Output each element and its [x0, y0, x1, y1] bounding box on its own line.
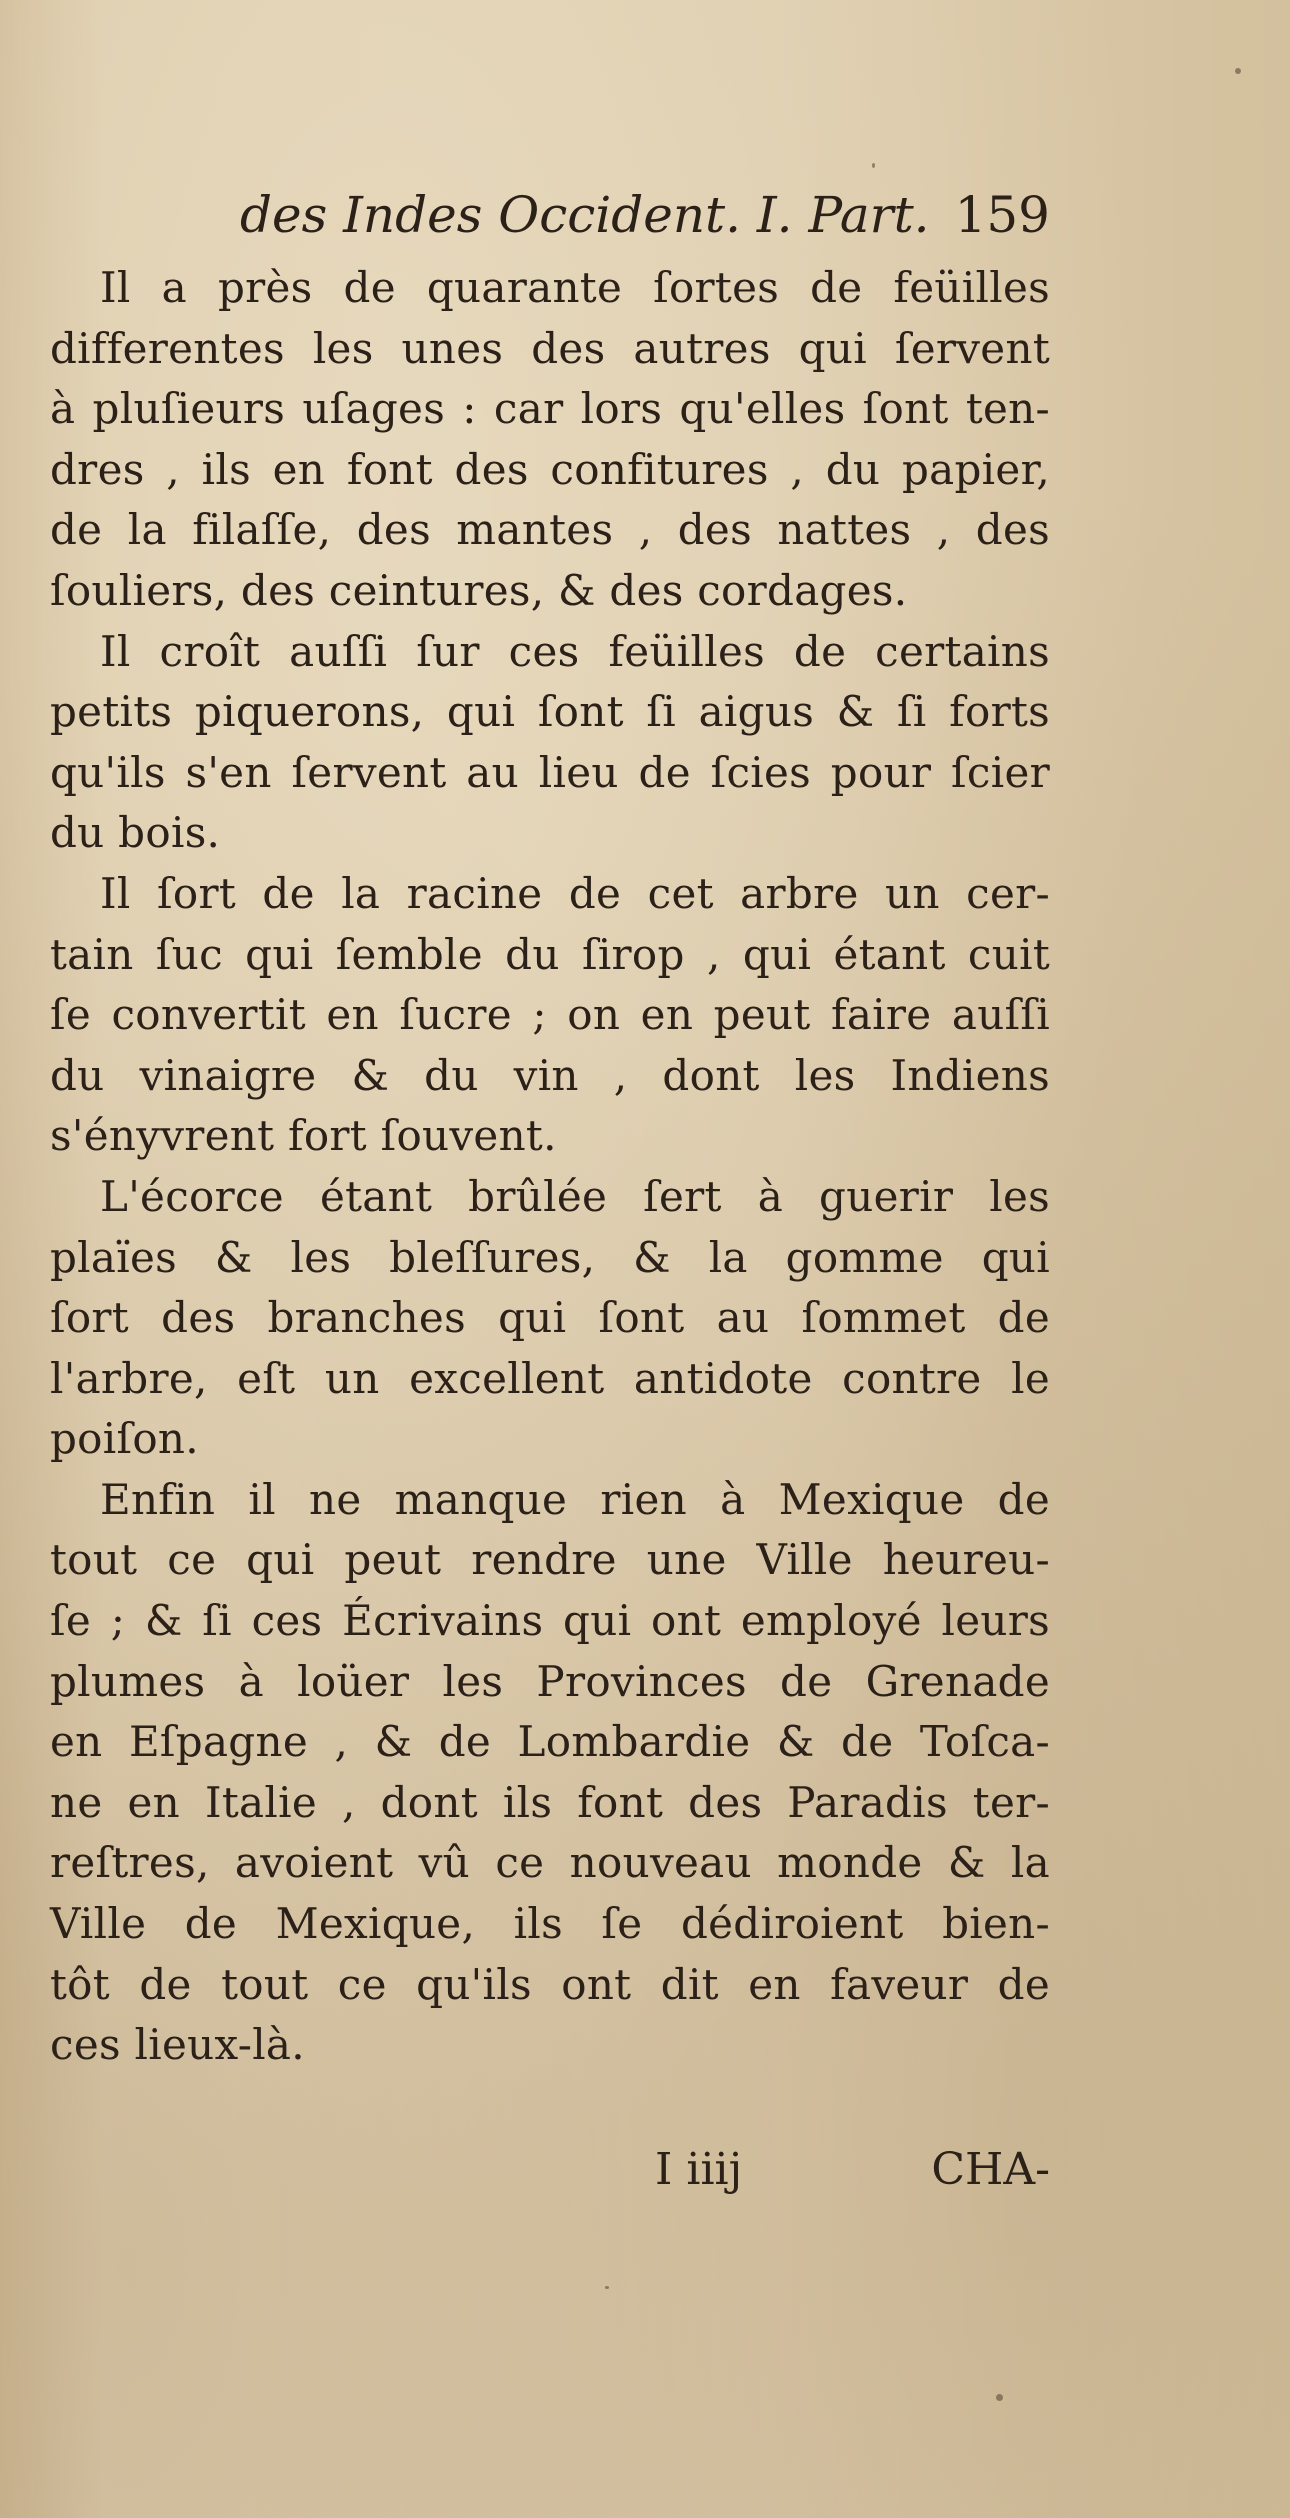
- text-line: l'arbre, eſt un excellent antidote contre le: [50, 1353, 1050, 1403]
- text-line: differentes les unes des autres qui ſervent: [50, 323, 1050, 373]
- text-line: Ville de Mexique, ils ſe dédiroient bien-: [50, 1899, 1050, 1949]
- text-line: plumes à loüer les Provinces de Grenade: [50, 1656, 1050, 1706]
- text-line: ſe convertit en ſucre ; on en peut faire auſſi: [50, 990, 1050, 1040]
- text-line: de la filaſſe, des mantes , des nattes , des: [50, 505, 1050, 555]
- paper-speck: [996, 2394, 1003, 2401]
- body-text: [50, 258, 1050, 2076]
- text-line: s'ényvrent fort ſouvent.: [50, 1111, 557, 1161]
- paragraph: [50, 1470, 1050, 2076]
- text-line: reſtres, avoient vû ce nouveau monde & la: [50, 1838, 1050, 1888]
- text-line: Il croît auſſi ſur ces feüilles de certains: [100, 626, 1050, 676]
- text-line: Enfin il ne manque rien à Mexique de: [100, 1474, 1050, 1524]
- paper-speck: [605, 2286, 609, 2289]
- paper-speck: [1235, 68, 1241, 74]
- text-line: en Eſpagne , & de Lombardie & de Toſca-: [50, 1717, 1050, 1767]
- text-line: ſouliers, des ceintures, & des cordages.: [50, 565, 908, 615]
- text-line: ne en Italie , dont ils font des Paradis ter-: [50, 1777, 1050, 1827]
- text-line: poiſon.: [50, 1414, 199, 1464]
- paragraph: [50, 258, 1050, 622]
- text-line: tain ſuc qui ſemble du ſirop , qui étant cuit: [50, 929, 1050, 979]
- text-line: Il a près de quarante ſortes de feüilles: [100, 263, 1050, 312]
- text-line: ſort des branches qui ſont au ſommet de: [50, 1293, 1050, 1343]
- text-line: qu'ils s'en ſervent au lieu de ſcies pour ſcier: [50, 747, 1050, 797]
- text-line: plaïes & les bleſſures, & la gomme qui: [50, 1232, 1050, 1282]
- text-line: tôt de tout ce qu'ils ont dit en faveur de: [50, 1959, 1050, 2009]
- paper-speck: [872, 163, 875, 168]
- paragraph: [50, 622, 1050, 864]
- paragraph: [50, 864, 1050, 1167]
- text-line: ſe ; & ſi ces Écrivains qui ont employé leurs: [50, 1596, 1050, 1646]
- paragraph: [50, 1167, 1050, 1470]
- running-head-title: des Indes Occident. I. Part.: [240, 186, 930, 244]
- running-head: [240, 180, 1050, 250]
- text-line: du bois.: [50, 808, 221, 858]
- text-line: petits piquerons, qui ſont ſi aigus & ſi forts: [50, 687, 1050, 737]
- text-line: à pluſieurs uſages : car lors qu'elles ſont ten-: [50, 384, 1050, 434]
- signature-mark: I iiij: [655, 2144, 743, 2195]
- text-line: dres , ils en font des confitures , du papier,: [50, 444, 1050, 494]
- catchword: CHA-: [931, 2144, 1050, 2195]
- text-line: du vinaigre & du vin , dont les Indiens: [50, 1050, 1050, 1100]
- text-line: ces lieux-là.: [50, 2020, 305, 2070]
- text-line: L'écorce étant brûlée ſert à guerir les: [100, 1171, 1050, 1221]
- text-line: tout ce qui peut rendre une Ville heureu-: [50, 1535, 1050, 1585]
- page-number: 159: [954, 186, 1050, 244]
- page-footer: [655, 2135, 1050, 2205]
- text-line: Il ſort de la racine de cet arbre un cer-: [100, 868, 1050, 918]
